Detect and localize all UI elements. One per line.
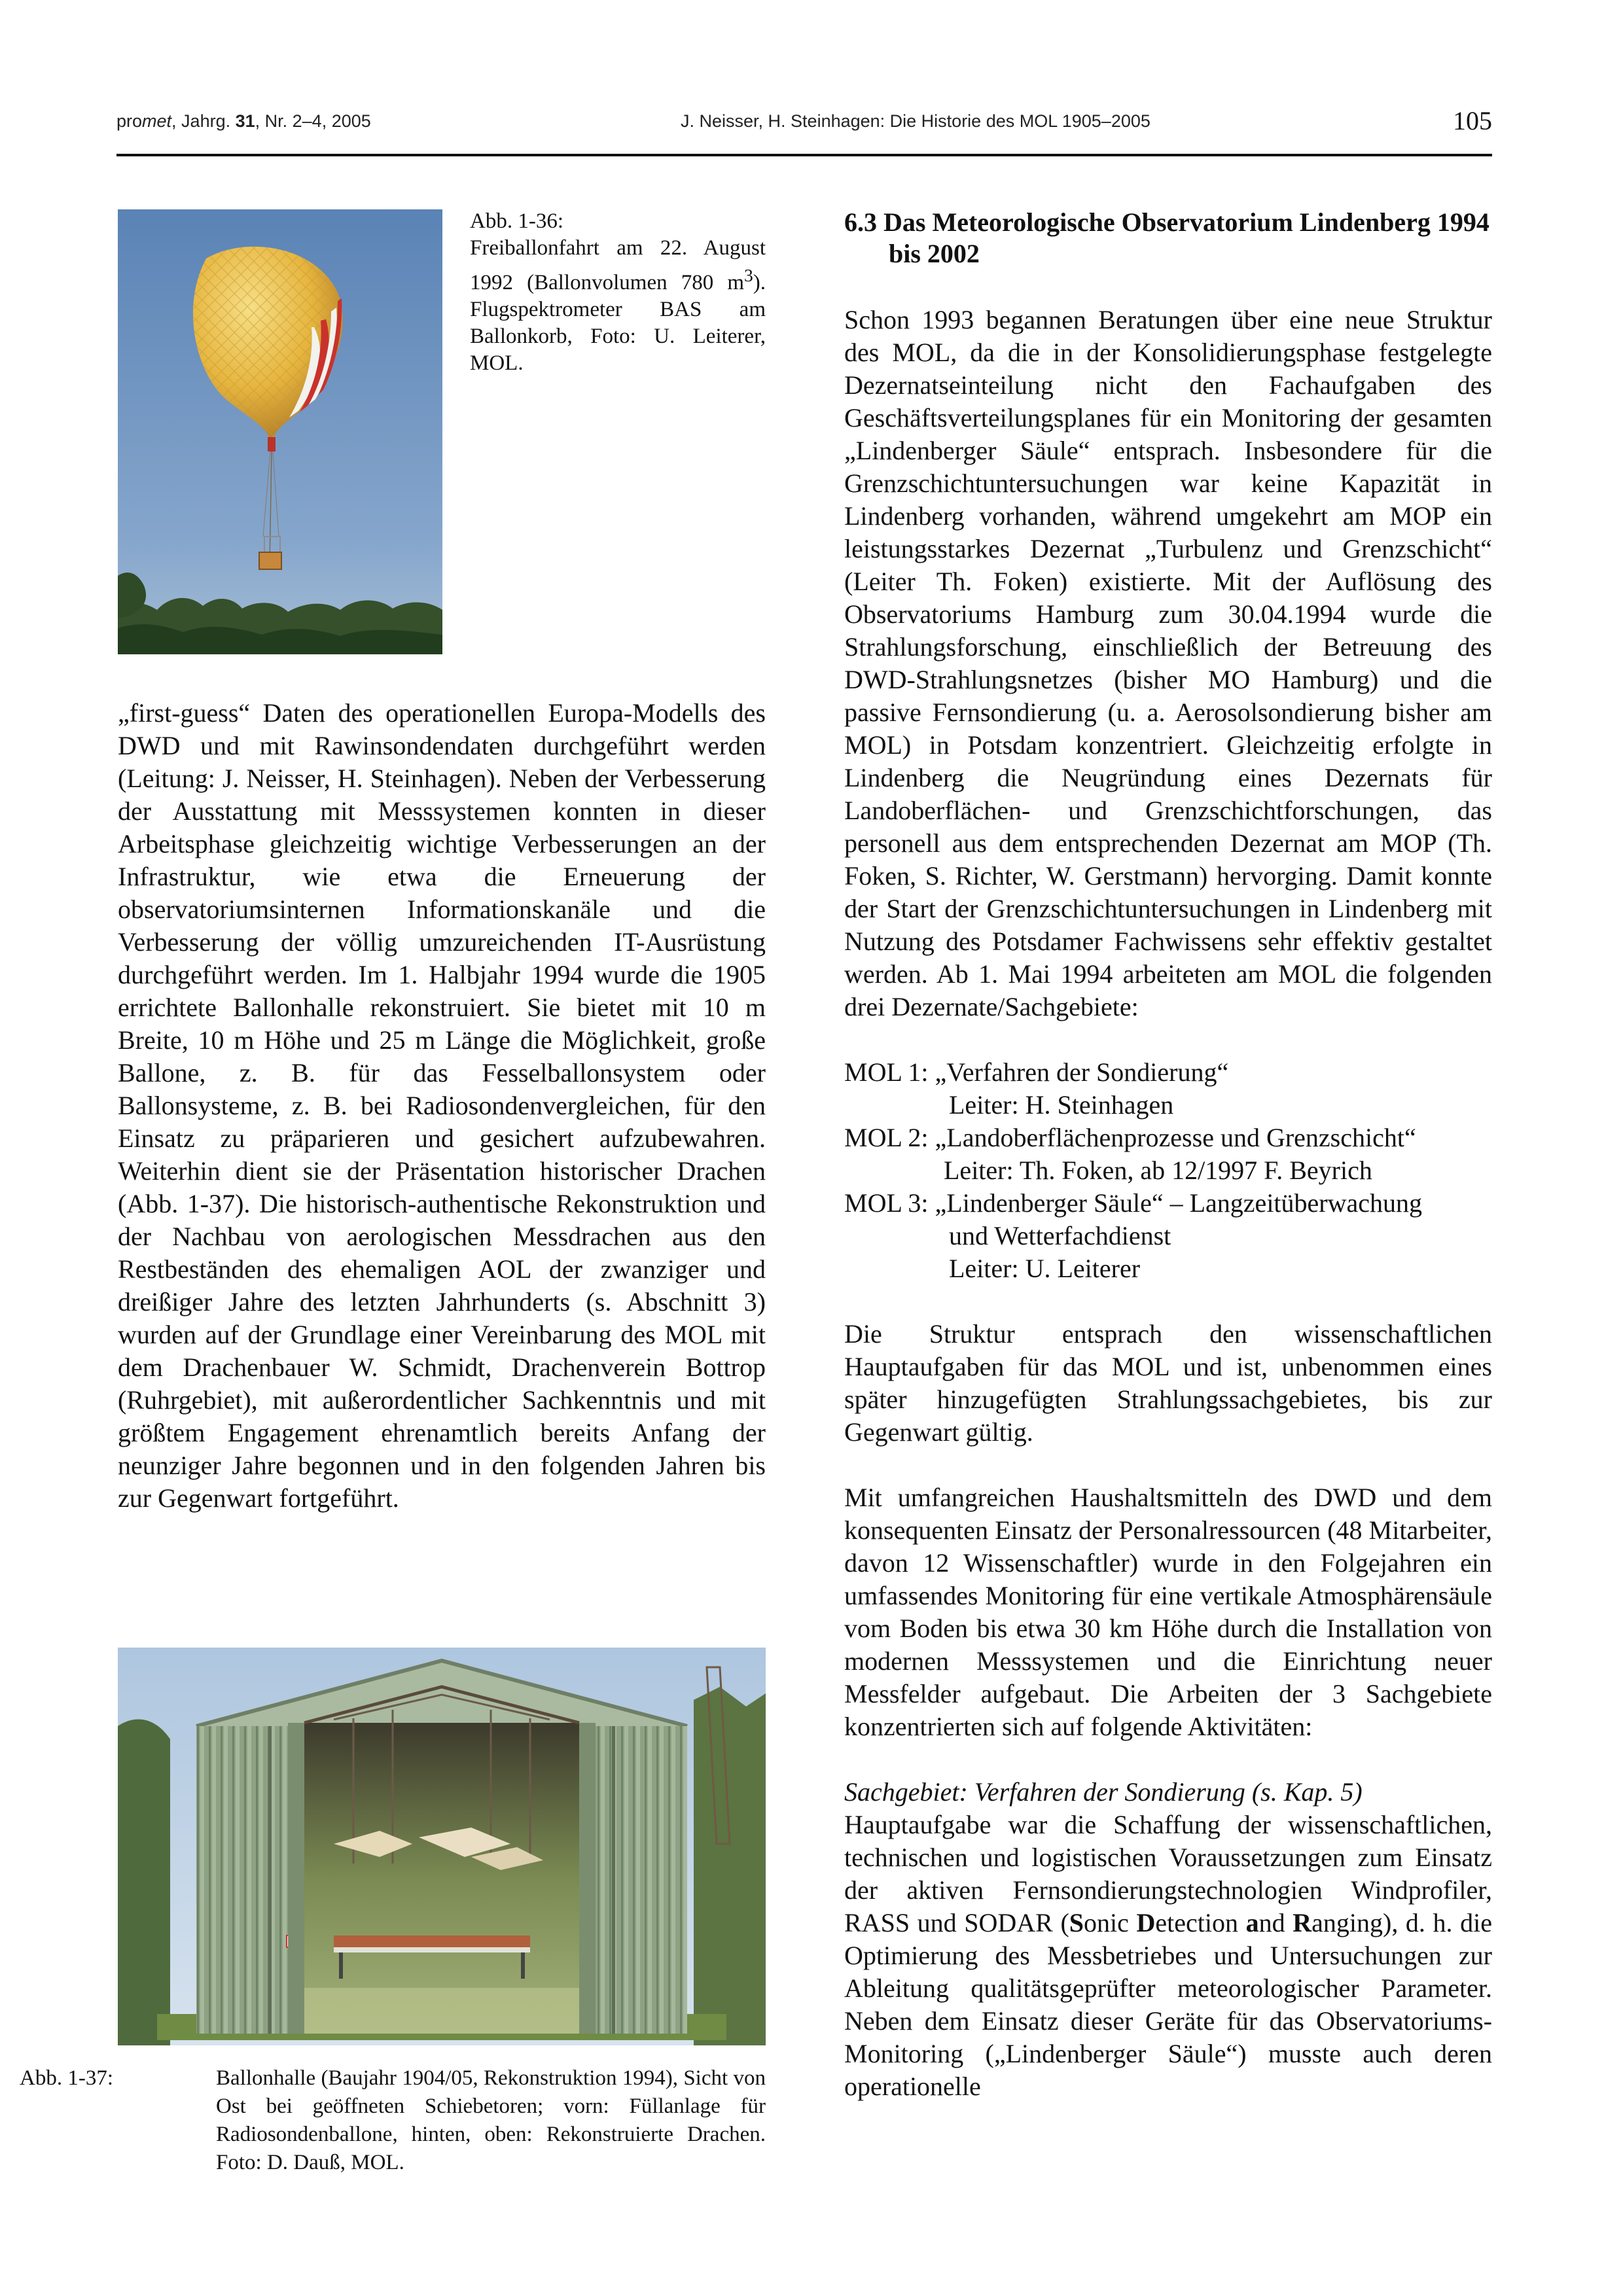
figure-2-text: Ballonhalle (Baujahr 1904/05, Rekonstruktion 1994), Sicht von Ost bei geöffneten Schiebetoren; vorn: Füllanlage für Radiosondenballone, hinten, oben: Rekonstruierte Drachen. Foto: D. Dauß, MOL. bbox=[216, 2066, 766, 2174]
journal-name-met: met bbox=[142, 111, 172, 131]
figure-2-caption bbox=[20, 2064, 766, 2177]
left-column-paragraph: „first-guess“ Daten des operationellen Europa-Modells des DWD und mit Rawinsondendaten durchgeführt werden (Leitung: J. Neisser, H. Steinhagen). Neben der Verbesserung der Ausstattung mit Messsystemen konnten in dieser Arbeitsphase gleichzeitig wichtige Verbesserungen an der Infrastruktur, wie etwa die Erneuerung der observatoriumsinternen Informationskanäle und die Verbesserung der völlig umzureichenden IT-Ausrüstung durchgeführt werden. Im 1. Halbjahr 1994 wurde die 1905 errichtete Ballonhalle rekonstruiert. Sie bietet mit 10 m Breite, 10 m Höhe und 25 m Länge die Möglichkeit, große Ballone, z. B. für das Fesselballonsystem oder Ballonsysteme, z. B. bei Radiosondenvergleichen, für den Einsatz zu präparieren und gesichert aufzubewahren. Weiterhin dient sie der Präsentation historischer Drachen (Abb. 1-37). Die historisch-authentische Rekonstruktion und der Nachbau von aerologischen Messdrachen aus den Restbeständen des ehemaligen AOL der zwanziger und dreißiger Jahre des letzten Jahrhunderts (s. Abschnitt 3) wurden auf der Grundlage einer Vereinbarung des MOL mit dem Drachenbauer W. Schmidt, Drachenverein Bottrop (Ruhrgebiet), mit außerordentlicher Sachkenntnis und mit größtem Engagement ehrenamtlich bereits Anfang der neunziger Jahre begonnen und in den folgenden Jahren bis zur Gegenwart fortgeführt. bbox=[118, 698, 766, 1513]
right-paragraph-4: Hauptaufgabe war die Schaffung der wissenschaftlichen, technischen und logistischen Voraussetzungen zum Einsatz der aktiven Fernsondierungstechnologien Windprofiler, RASS und SODAR (Sonic Detection and Ranging), d. h. die Optimierung des Messbetriebes und Untersuchungen zur Ableitung qualitätsgeprüfter meteorologischer Parameter. Neben dem Einsatz dieser Geräte für das Observatoriums-Monitoring („Lindenberger Säule“) musste auch deren operationelle bbox=[844, 1810, 1493, 2101]
right-paragraph-3: Mit umfangreichen Haushaltsmitteln des DWD und dem konsequenten Einsatz der Personalressourcen (48 Mitarbeiter, davon 12 Wissenschaftler) wurde in den Folgejahren ein umfassendes Monitoring für eine vertikale Atmosphärensäule vom Boden bis etwa 30 km Höhe durch die Installation von modernen Messsystemen und die Einrichtung neuer Messfelder aufgebaut. Die Arbeiten der 3 Sachgebiete konzentrierten sich auf folgende Aktivitäten: bbox=[844, 1483, 1492, 1741]
figure-2-caption-body bbox=[20, 2064, 766, 2177]
spacer bbox=[844, 1449, 1492, 1481]
journal-issue: , Nr. 2–4, 2005 bbox=[255, 111, 371, 131]
mol1-line: MOL 1: „Verfahren der Sondierung“ bbox=[844, 1057, 1229, 1087]
spacer bbox=[844, 1023, 1492, 1056]
running-title: J. Neisser, H. Steinhagen: Die Historie des MOL 1905–2005 bbox=[681, 111, 1150, 131]
figure-1-label: Abb. 1-36: bbox=[470, 209, 563, 233]
mol3-leader: Leiter: U. Leiterer bbox=[949, 1254, 1141, 1283]
journal-volume: 31 bbox=[235, 111, 255, 131]
journal-name-pro: pro bbox=[116, 111, 143, 131]
balloon-photo bbox=[118, 209, 442, 654]
journal-citation bbox=[116, 105, 371, 137]
section-heading: 6.3 Das Meteorologische Observatorium Lindenberg 1994 bis 2002 bbox=[844, 207, 1489, 268]
figure-1-caption bbox=[470, 208, 766, 377]
subsection-heading: Sachgebiet: Verfahren der Sondierung (s. Kap. 5) bbox=[844, 1777, 1363, 1807]
spacer bbox=[844, 1285, 1492, 1318]
balloon-hall-photo bbox=[118, 1648, 766, 2045]
spacer bbox=[844, 1743, 1492, 1776]
journal-volume-label: , Jahrg. bbox=[171, 111, 236, 131]
right-column bbox=[844, 207, 1492, 2103]
figure-1-text: Freiballonfahrt am 22. August 1992 (Ballonvolumen 780 $m^3$). Flugspektrometer BAS am Ballonkorb, Foto: U. Leiterer, MOL. bbox=[470, 236, 766, 375]
header-rule bbox=[116, 154, 1492, 156]
mol1-leader: Leiter: H. Steinhagen bbox=[949, 1090, 1174, 1120]
mol2-leader: Leiter: Th. Foken, ab 12/1997 F. Beyrich bbox=[944, 1156, 1372, 1185]
page-number: 105 bbox=[1453, 106, 1492, 135]
mol3-continuation: und Wetterfachdienst bbox=[949, 1221, 1171, 1250]
figure-2-label: Abb. 1-37: bbox=[20, 2066, 113, 2090]
mol2-line: MOL 2: „Landoberflächenprozesse und Grenzschicht“ bbox=[844, 1123, 1416, 1152]
mol3-line: MOL 3: „Lindenberger Säule“ – Langzeitüberwachung bbox=[844, 1188, 1423, 1218]
left-column bbox=[118, 697, 766, 1515]
right-paragraph-1: Schon 1993 begannen Beratungen über eine neue Struktur des MOL, da die in der Konsolidierungsphase festgelegte Dezernatseinteilung nicht den Fachaufgaben des Geschäftsverteilungsplanes für ein Monitoring der gesamten „Lindenberger Säule“ entsprach. Insbesondere für die Grenzschichtuntersuchungen war keine Kapazität in Lindenberg vorhanden, während umgekehrt am MOP ein leistungsstarkes Dezernat „Turbulenz und Grenzschicht“ (Leiter Th. Foken) existierte. Mit der Auflösung des Observatoriums Hamburg zum 30.04.1994 wurde die Strahlungsforschung, einschließlich der Betreuung des DWD-Strahlungsnetzes (bisher MO Hamburg) und die passive Fernsondierung (u. a. Aerosolsondierung bisher am MOL) in Potsdam konzentriert. Gleichzeitig erfolgte in Lindenberg die Neugründung eines Dezernats für Landoberflächen- und Grenzschichtforschungen, das personell aus dem entsprechenden Dezernat am MOP (Th. Foken, S. Richter, W. Gerstmann) hervorging. Damit konnte der Start der Grenzschichtuntersuchungen in Lindenberg mit Nutzung des Potsdamer Fachwissens sehr effektiv gestaltet werden. Ab 1. Mai 1994 arbeiteten am MOL die folgenden drei Dezernate/Sachgebiete: bbox=[844, 305, 1492, 1021]
right-paragraph-2: Die Struktur entsprach den wissenschaftlichen Hauptaufgaben für das MOL und ist, unbenommen eines später hinzugefügten Strahlungssachgebietes, bis zur Gegenwart gültig. bbox=[844, 1319, 1492, 1447]
